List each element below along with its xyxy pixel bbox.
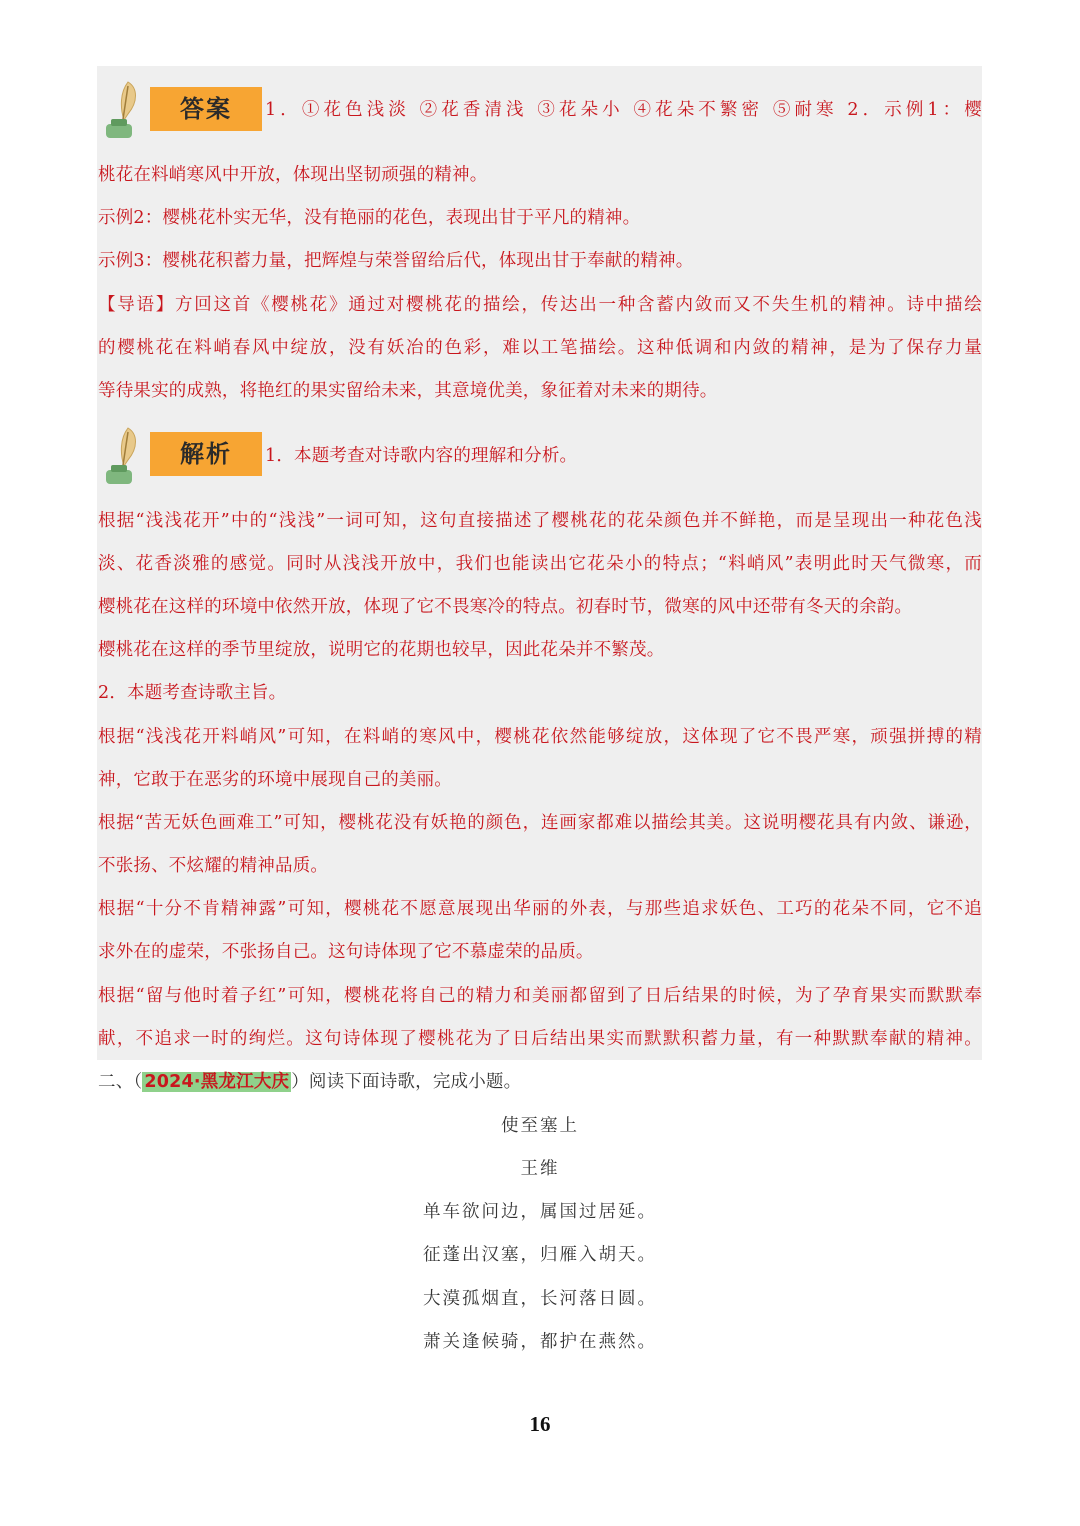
poem-title: 使至塞上 xyxy=(501,1116,579,1136)
question-heading xyxy=(98,1070,521,1094)
poem-line: 萧关逢候骑，都护在燕然。 xyxy=(423,1332,657,1352)
analysis-line: 根据“十分不肯精神露”可知，樱桃花不愿意展现出华丽的外表，与那些追求妖色、工巧的花朵不同，它不追 xyxy=(98,899,982,919)
analysis-line: 2．本题考查诗歌主旨。 xyxy=(98,683,287,703)
question-instruction: ）阅读下面诗歌，完成小题。 xyxy=(291,1072,522,1092)
analysis-first-line: 1．本题考查对诗歌内容的理解和分析。 xyxy=(265,446,578,466)
source-tag: 2024·黑龙江大庆 xyxy=(144,1072,290,1092)
analysis-line: 根据“浅浅花开料峭风”可知，在料峭的寒风中，樱桃花依然能够绽放，这体现了它不畏严寒，顽强拼搏的精 xyxy=(98,727,982,747)
quill-inkpot-icon xyxy=(98,80,150,142)
page-number: 16 xyxy=(529,1412,551,1436)
analysis-line: 献，不追求一时的绚烂。这句诗体现了樱桃花为了日后结出果实而默默积蓄力量，有一种默默奉献的精神。 xyxy=(98,1029,982,1049)
analysis-line: 樱桃花在这样的季节里绽放，说明它的花期也较早，因此花朵并不繁茂。 xyxy=(98,640,665,660)
analysis-label: 解析 xyxy=(150,432,262,476)
analysis-line: 樱桃花在这样的环境中依然开放，体现了它不畏寒冷的特点。初春时节，微寒的风中还带有冬天的余韵。 xyxy=(98,597,913,617)
poem-line: 征蓬出汉塞，归雁入胡天。 xyxy=(423,1245,657,1265)
analysis-line: 根据“苦无妖色画难工”可知，樱桃花没有妖艳的颜色，连画家都难以描绘其美。这说明樱花具有内敛、谦逊， xyxy=(98,813,982,833)
poem-author: 王维 xyxy=(520,1159,560,1179)
question-prefix: 二、（ xyxy=(98,1072,143,1092)
guide-line: 的樱桃花在料峭春风中绽放，没有妖冶的色彩，难以工笔描绘。这种低调和内敛的精神，是为了保存力量 xyxy=(98,338,982,358)
poem-line: 大漠孤烟直，长河落日圆。 xyxy=(423,1289,657,1309)
answer-label: 答案 xyxy=(150,87,262,131)
poem-line: 单车欲问边，属国过居延。 xyxy=(423,1202,657,1222)
analysis-line: 淡、花香淡雅的感觉。同时从浅浅开放中，我们也能读出它花朵小的特点；“料峭风”表明此时天气微寒，而 xyxy=(98,554,982,574)
analysis-line: 不张扬、不炫耀的精神品质。 xyxy=(98,856,329,876)
analysis-line: 神，它敢于在恶劣的环境中展现自己的美丽。 xyxy=(98,770,452,790)
answer-line: 示例3：樱桃花积蓄力量，把辉煌与荣誉留给后代，体现出甘于奉献的精神。 xyxy=(98,251,694,271)
answer-first-line: 1．①花色浅淡 ②花香清浅 ③花朵小 ④花朵不繁密 ⑤耐寒 2．示例1：樱 xyxy=(265,100,982,120)
answer-line: 示例2：樱桃花朴实无华，没有艳丽的花色，表现出甘于平凡的精神。 xyxy=(98,208,641,228)
quill-inkpot-icon xyxy=(98,426,150,488)
analysis-line: 根据“浅浅花开”中的“浅浅”一词可知，这句直接描述了樱桃花的花朵颜色并不鲜艳，而是呈现出一种花色浅 xyxy=(98,511,982,531)
answer-line: 桃花在料峭寒风中开放，体现出坚韧顽强的精神。 xyxy=(98,165,488,185)
guide-line: 等待果实的成熟，将艳红的果实留给未来，其意境优美，象征着对未来的期待。 xyxy=(98,381,718,401)
analysis-line: 求外在的虚荣，不张扬自己。这句诗体现了它不慕虚荣的品质。 xyxy=(98,942,594,962)
analysis-line: 根据“留与他时着子红”可知，樱桃花将自己的精力和美丽都留到了日后结果的时候，为了孕育果实而默默奉 xyxy=(98,986,982,1006)
guide-line: 【导语】方回这首《樱桃花》通过对樱桃花的描绘，传达出一种含蓄内敛而又不失生机的精神。诗中描绘 xyxy=(98,295,982,315)
